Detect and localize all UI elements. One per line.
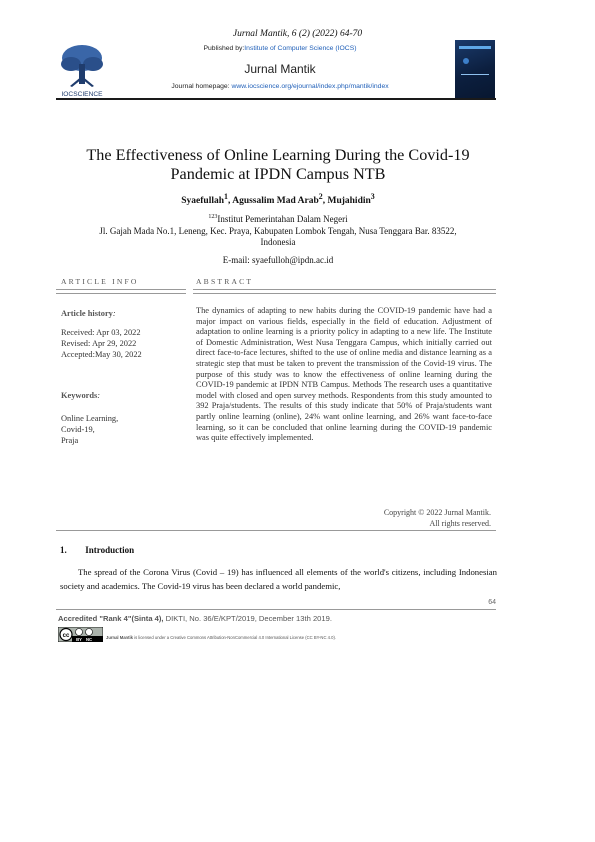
page-number: 64 xyxy=(488,599,496,606)
section-title: Introduction xyxy=(85,545,135,555)
published-by-label: Published by: xyxy=(203,45,245,52)
introduction-paragraph: The spread of the Corona Virus (Covid – 19) has influenced all elements of the world's citizens, including Indonesian society and academics. The Covid-19 virus has been declared a world pandemic, xyxy=(60,567,497,591)
section-heading-introduction xyxy=(60,545,134,555)
affil-country: Indonesia xyxy=(260,237,296,247)
copyright-line-2: All rights reserved. xyxy=(429,519,491,528)
keyword-item: Praja xyxy=(61,436,79,445)
homepage-link[interactable]: www.iocscience.org/ejournal/index.php/mantik/index xyxy=(231,83,389,90)
received-date: Received: Apr 03, 2022 xyxy=(61,328,141,337)
journal-citation: Jurnal Mantik, 6 (2) (2022) 64-70 xyxy=(232,29,363,39)
author-affil-sup: 1 xyxy=(224,192,228,201)
footer-divider xyxy=(56,609,496,610)
accepted-date: Accepted:May 30, 2022 xyxy=(61,350,142,359)
abstract-heading: ABSTRACT xyxy=(196,277,254,286)
accreditation-detail: DIKTI, No. 36/E/KPT/2019, December 13th 2019. xyxy=(163,614,332,623)
abstract-divider xyxy=(193,289,496,290)
section-number: 1. xyxy=(60,545,67,555)
logo-wordmark: IOCSCIENCE xyxy=(61,91,103,98)
author-name: Mujahidin xyxy=(327,196,371,207)
affiliation xyxy=(60,212,496,249)
author-affil-sup: 3 xyxy=(370,192,375,201)
copyright-notice xyxy=(196,507,491,529)
affil-address: Jl. Gajah Mada No.1, Leneng, Kec. Praya, Kabupaten Lombok Tengah, Nusa Tenggara Bar. 83522, xyxy=(99,225,457,236)
keyword-item: Covid-19, xyxy=(61,425,95,434)
email-label: E-mail: xyxy=(222,255,250,265)
license-journal: Jurnal Mantik xyxy=(106,635,133,640)
journal-name: Jurnal Mantik xyxy=(244,62,316,76)
svg-text:cc: cc xyxy=(62,632,70,639)
affil-institution: Institut Pemerintahan Dalam Negeri xyxy=(217,214,348,224)
cc-by-nc-license-icon[interactable] xyxy=(58,627,103,642)
license-note xyxy=(106,635,336,640)
revised-date: Revised: Apr 29, 2022 xyxy=(61,339,137,348)
info-divider-2 xyxy=(56,293,186,294)
title-line-1: The Effectiveness of Online Learning During the Covid-19 xyxy=(86,146,470,164)
author-affil-sup: 2 xyxy=(318,192,323,201)
publisher-line xyxy=(110,45,450,52)
accreditation-note xyxy=(58,614,332,623)
info-divider xyxy=(56,289,186,290)
paper-title xyxy=(60,146,496,184)
author-list: Syaefullah$^1$, Agussalim Mad Arab$^2$, Mujahidin$^3$ xyxy=(181,192,375,207)
abstract-end-divider xyxy=(56,530,496,531)
title-line-2: Pandemic at IPDN Campus NTB xyxy=(170,165,386,183)
svg-text:BY: BY xyxy=(76,637,82,642)
license-text: is licensed under a Creative Commons Attribution-NonCommercial 4.0 International License (CC BY-NC 4.0). xyxy=(133,635,337,640)
copyright-line-1: Copyright © 2022 Jurnal Mantik. xyxy=(383,508,491,517)
homepage-line xyxy=(110,83,450,90)
header-divider xyxy=(56,98,496,100)
abstract-text: The dynamics of adapting to new habits during the COVID-19 pandemic have had a major impact on various fields, especially in the field of education. Adjustment of adaptation to online learning is a priority policy in adapting to a new life. The Institute of Domestic Administration, West Nusa Tenggara Campus, which initially carried out direct face-to-face lectures, shifted to the use of online media and distance learning as a strategic step that must be taken to prevent the transmission of the Covid-19 virus. The purpose of this study was to know the effectiveness of online learning during the COVID-19 pandemic at IPDN NTB Campus. Methods The research uses a quantitative model with closed and open survey methods. Respondents from this study amounted to 392 Praja/students. The results of this study indicate that 50% of Praja/students want partly online learning (online), 24% want online learning, and 26% want face-to-face learning, so it can be concluded that online learning during the COVID-19 pandemic was quite effectively implemented. xyxy=(196,306,492,443)
article-history-label: Article history: xyxy=(61,309,116,318)
journal-logo-tree-icon xyxy=(56,42,108,98)
homepage-label: Journal homepage: xyxy=(171,83,230,90)
contact-email xyxy=(60,255,496,265)
affil-sup: 123 xyxy=(208,214,218,220)
author-name: Syaefullah xyxy=(181,196,225,207)
svg-text:NC: NC xyxy=(85,637,93,642)
accreditation-rank: Accredited "Rank 4"(Sinta 4), xyxy=(58,614,164,623)
email-address[interactable]: syaefulloh@ipdn.ac.id xyxy=(251,255,334,265)
keyword-item: Online Learning, xyxy=(61,414,119,423)
author-name: Agussalim Mad Arab xyxy=(232,196,319,207)
journal-cover-thumbnail xyxy=(455,40,495,98)
publisher-link[interactable]: Institute of Computer Science (IOCS) xyxy=(244,45,357,52)
keywords-label: Keywords: xyxy=(61,391,101,400)
abstract-divider-2 xyxy=(193,293,496,294)
article-info-heading: ARTICLE INFO xyxy=(61,277,139,286)
